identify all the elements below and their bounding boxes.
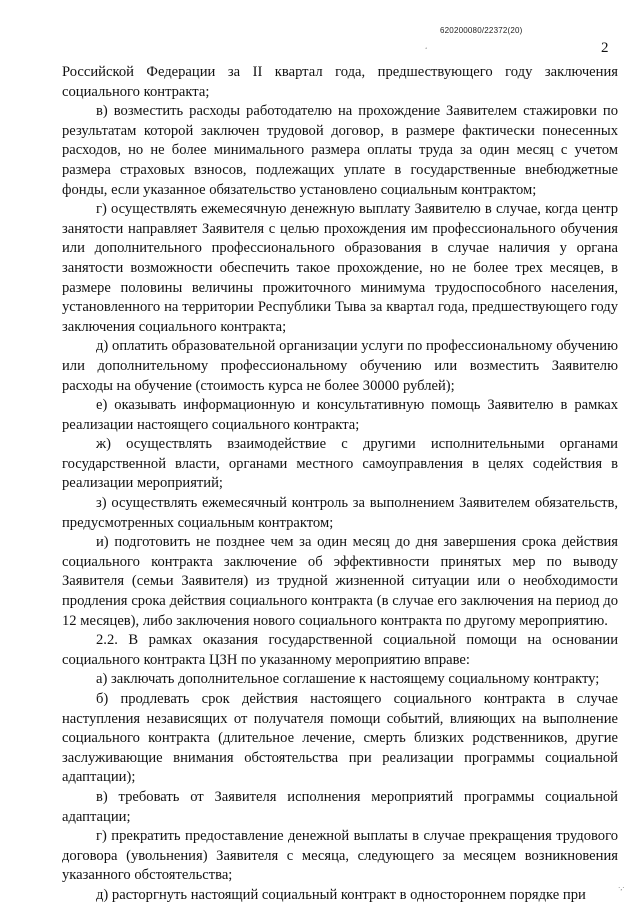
page-number: 2 <box>601 40 609 56</box>
document-body <box>62 63 618 906</box>
paragraph-item-z: з) осуществлять ежемесячный контроль за выполнением Заявителем обязательств, предусмотренных социальным контрактом; <box>62 495 618 531</box>
paragraph-item-v: в) возместить расходы работодателю на прохождение Заявителем стажировки по результатам которой заключен трудовой договор, в размере фактически понесенных расходов, но не более минимального размера оплаты труда за один месяц с учетом размера страховых взносов, подлежащих уплате в государственные внебюджетные фонды, если указанное обязательство установлено социальным контрактом; <box>62 103 618 198</box>
paragraph-section-2-2: 2.2. В рамках оказания государственной социальной помощи на основании социального контракта ЦЗН по указанному мероприятию вправе: <box>62 632 618 668</box>
scan-artifact-mark-bottom: ·,· <box>618 884 625 892</box>
paragraph-item-a: а) заключать дополнительное соглашение к настоящему социальному контракту; <box>96 671 600 688</box>
scan-artifact-mark: ‘ <box>425 46 428 54</box>
paragraph-item-e: е) оказывать информационную и консультативную помощь Заявителю в рамках реализации настоящего социального контракта; <box>62 397 618 433</box>
paragraph-item-g: г) осуществлять ежемесячную денежную выплату Заявителю в случае, когда центр занятости направляет Заявителя с целью прохождения им профессионального обучения или дополнительного профессионального образования в случае наличия у органа занятости возможности обеспечить такое прохождение, но не более трех месяцев, в размере половины величины прожиточного минимума трудоспособного населения, установленного на территории Республики Тыва за квартал года, предшествующего году заключения социального контракта; <box>62 201 618 335</box>
paragraph-item-zh: ж) осуществлять взаимодействие с другими исполнительными органами государственной власти, органами местного самоуправления в целях содействия в реализации мероприятий; <box>62 436 618 492</box>
paragraph-item-g2: г) прекратить предоставление денежной выплаты в случае прекращения трудового договора (увольнения) Заявителя с месяца, следующего за месяцем возникновения указанного обстоятельства; <box>62 828 618 884</box>
paragraph-item-d: д) оплатить образовательной организации услуги по профессиональному обучению или дополнительному профессиональному обучению или возместить Заявителю расходы на обучение (стоимость курса не более 30000 рублей); <box>62 338 618 394</box>
document-registration-number: 620200080/22372(20) <box>440 26 523 35</box>
paragraph-item-b: б) продлевать срок действия настоящего социального контракта в случае наступления независящих от получателя помощи событий, влияющих на выполнение социального контракта (длительное лечение, смерть близких родственников, другие заслуживающие внимания обстоятельства при реализации программы социальной адаптации); <box>62 691 618 786</box>
paragraph-item-v2: в) требовать от Заявителя исполнения мероприятий программы социальной адаптации; <box>62 788 618 825</box>
paragraph-continuation: Российской Федерации за II квартал года, предшествующего году заключения социального контракта; <box>62 64 618 100</box>
paragraph-item-d2: д) расторгнуть настоящий социальный контракт в одностороннем порядке при <box>96 886 586 903</box>
paragraph-item-i: и) подготовить не позднее чем за один месяц до дня завершения срока действия социального контракта заключение об эффективности принятых мер по выводу Заявителя (семьи Заявителя) из трудной жизненной ситуации или о необходимости продления срока действия социального контракта (в случае его заключения на период до 12 месяцев), либо заключения нового социального контракта по другому мероприятию. <box>62 534 618 629</box>
